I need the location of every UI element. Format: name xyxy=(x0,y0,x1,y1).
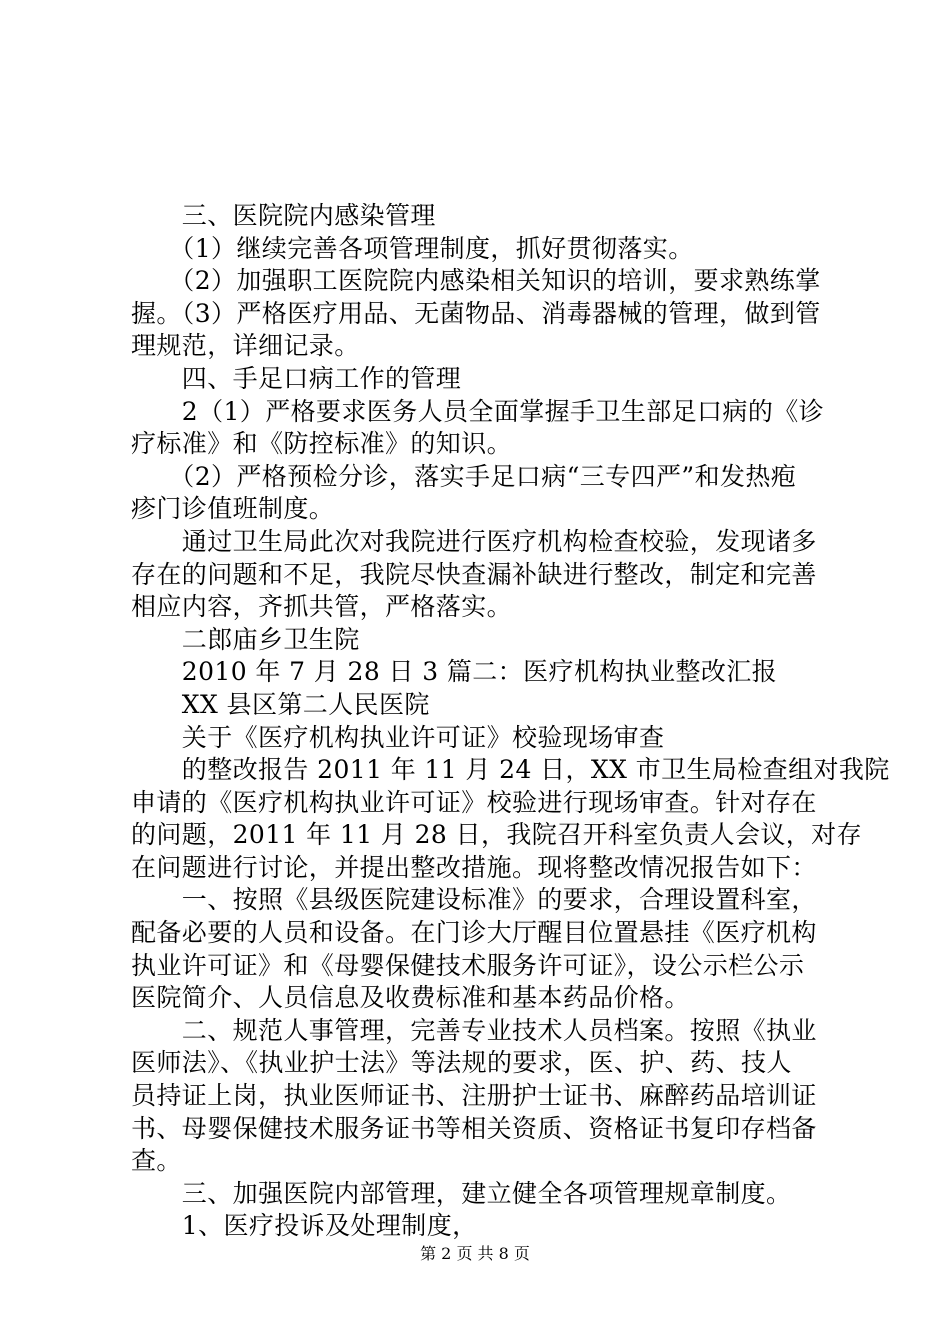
text-line: 2（1）严格要求医务人员全面掌握手卫生部足口病的《诊 xyxy=(131,396,825,426)
text-line: 三、医院院内感染管理 xyxy=(131,201,436,230)
text-line: 三、加强医院内部管理，建立健全各项管理规章制度。 xyxy=(131,1178,792,1208)
text-line: 医师法》、《执业护士法》等法规的要求，医、护、药、技人 xyxy=(131,1048,792,1078)
text-line: 二郎庙乡卫生院 xyxy=(131,624,360,654)
text-line: 的整改报告 2011 年 11 月 24 日，XX 市卫生局检查组对我院 xyxy=(131,755,890,785)
text-line: 疗标准》和《防控标准》的知识。 xyxy=(131,429,513,459)
text-line: 二、规范人事管理，完善专业技术人员档案。按照《执业 xyxy=(131,1015,817,1045)
text-line: （2）严格预检分诊，落实手足口病“三专四严”和发热疱 xyxy=(131,461,797,491)
text-line: 相应内容，齐抓共管，严格落实。 xyxy=(131,592,513,622)
page-footer xyxy=(0,1244,950,1264)
text-line: 员持证上岗，执业医师证书、注册护士证书、麻醉药品培训证 xyxy=(131,1081,817,1111)
document-body xyxy=(131,200,890,1243)
text-line: 申请的《医疗机构执业许可证》校验进行现场审查。针对存在 xyxy=(131,787,817,817)
text-line: 握。（3）严格医疗用品、无菌物品、消毒器械的管理，做到管 xyxy=(131,298,821,328)
text-line: XX 县区第二人民医院 xyxy=(131,689,430,719)
text-line: （2）加强职工医院院内感染相关知识的培训，要求熟练掌 xyxy=(131,266,821,296)
text-line: 书、母婴保健技术服务证书等相关资质、资格证书复印存档备 xyxy=(131,1113,817,1143)
text-line: 医院简介、人员信息及收费标准和基本药品价格。 xyxy=(131,983,690,1013)
text-line: 2010 年 7 月 28 日 3 篇二：医疗机构执业整改汇报 xyxy=(131,657,778,687)
text-line: 存在的问题和不足，我院尽快查漏补缺进行整改，制定和完善 xyxy=(131,559,817,589)
text-line: 1、医疗投诉及处理制度， xyxy=(131,1211,478,1241)
text-line: 执业许可证》和《母婴保健技术服务许可证》，设公示栏公示 xyxy=(131,950,805,980)
text-line: 的问题，2011 年 11 月 28 日，我院召开科室负责人会议，对存 xyxy=(131,820,862,850)
text-line: 通过卫生局此次对我院进行医疗机构检查校验，发现诸多 xyxy=(131,526,817,556)
text-line: 一、按照《县级医院建设标准》的要求，合理设置科室， xyxy=(131,885,817,915)
page-number-label: 第 2 页 共 8 页 xyxy=(420,1244,530,1263)
text-line: 关于《医疗机构执业许可证》校验现场审查 xyxy=(131,722,665,752)
text-line: （1）继续完善各项管理制度，抓好贯彻落实。 xyxy=(131,233,694,263)
text-line: 四、手足口病工作的管理 xyxy=(131,363,462,393)
text-line: 理规范，详细记录。 xyxy=(131,331,360,361)
text-line: 查。 xyxy=(131,1146,182,1176)
text-line: 疹门诊值班制度。 xyxy=(131,494,335,524)
text-line: 在问题进行讨论，并提出整改措施。现将整改情况报告如下： xyxy=(131,852,817,882)
text-line: 配备必要的人员和设备。在门诊大厅醒目位置悬挂《医疗机构 xyxy=(131,918,817,948)
